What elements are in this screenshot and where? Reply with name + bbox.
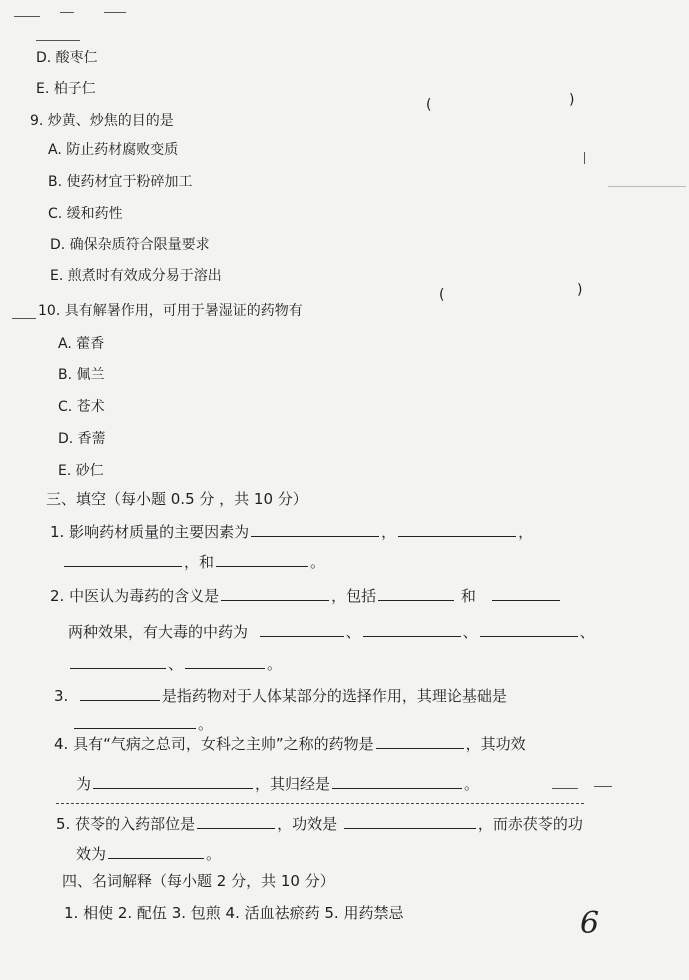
q10-option-e: E. 砂仁 (58, 463, 104, 479)
dun: 、 (168, 655, 184, 673)
comma: ， (518, 523, 534, 541)
fill-q2-line1 (50, 586, 562, 605)
scan-mark (60, 12, 74, 13)
q9-option-a: A. 防止药材腐败变质 (48, 142, 179, 158)
dun: 、 (579, 623, 595, 641)
answer-blank[interactable] (197, 814, 275, 829)
fill-q1-line2 (62, 552, 325, 571)
section3-title: 三、填空（每小题 0.5 分 ，共 10 分） (46, 490, 308, 508)
answer-blank[interactable] (108, 844, 204, 859)
period: 。 (267, 655, 283, 673)
answer-blank[interactable] (93, 774, 253, 789)
period: 。 (198, 715, 214, 733)
q10-option-d: D. 香薷 (58, 431, 106, 447)
q8-option-d: D. 酸枣仁 (36, 50, 98, 66)
fill-q2-line2 (68, 622, 595, 641)
fill-q4-meridian: ，其归经是 (255, 775, 331, 793)
q10-stem: 10. 具有解暑作用，可用于暑湿证的药物有 (38, 303, 303, 319)
fill-q3-line1 (54, 686, 507, 705)
answer-blank[interactable] (64, 552, 182, 567)
section4-title: 四、名词解释（每小题 2 分，共 10 分） (62, 872, 335, 890)
answer-blank[interactable] (344, 814, 476, 829)
scan-mark (608, 186, 686, 187)
fill-q5-line1 (56, 814, 583, 833)
answer-blank[interactable] (480, 622, 578, 637)
answer-blank[interactable] (363, 622, 461, 637)
q9-answer-paren-close: ) (569, 92, 575, 108)
scan-mark (584, 152, 585, 164)
and-text: ，和 (184, 553, 215, 571)
scan-mark (594, 786, 612, 787)
fill-q1-text: 1. 影响药材质量的主要因素为 (50, 523, 250, 541)
fill-q2-effects: 两种效果，有大毒的中药为 (68, 623, 249, 641)
fill-q3-text: 是指药物对于人体某部分的选择作用，其理论基础是 (161, 687, 507, 705)
q9-stem: 9. 炒黄、炒焦的目的是 (30, 113, 174, 129)
dun: 、 (345, 623, 361, 641)
period: 。 (310, 553, 326, 571)
page-number: 6 (580, 906, 600, 941)
fill-q5-effect-is: 效为 (76, 845, 107, 863)
comma: ， (381, 523, 397, 541)
fill-q5-efficacy: ，功效是 (277, 815, 338, 833)
q10-option-b: B. 佩兰 (58, 367, 105, 383)
q9-option-d: D. 确保杂质符合限量要求 (50, 237, 210, 253)
q9-option-c: C. 缓和药性 (48, 206, 123, 222)
fill-q5-line2 (76, 844, 221, 863)
fill-q2-line3 (68, 654, 282, 673)
q10-option-c: C. 苍术 (58, 399, 105, 415)
q8-option-e: E. 柏子仁 (36, 81, 96, 97)
scan-mark (56, 803, 584, 804)
scan-mark (104, 12, 126, 13)
fill-q5-text: 5. 茯苓的入药部位是 (56, 815, 196, 833)
q9-answer-paren-open: ( (426, 97, 432, 113)
fill-q4-line1 (54, 734, 526, 753)
answer-blank[interactable] (74, 714, 196, 729)
fill-q2-include: ，包括 (331, 587, 377, 605)
answer-blank[interactable] (398, 522, 516, 537)
fill-q4-efficacy: ，其功效 (465, 735, 526, 753)
q10-answer-paren-open: ( (439, 287, 445, 303)
fill-q2-text: 2. 中医认为毒药的含义是 (50, 587, 220, 605)
dun: 、 (462, 623, 478, 641)
answer-blank[interactable] (260, 622, 344, 637)
fill-q4-text: 4. 具有“气病之总司，女科之主帅”之称的药物是 (54, 735, 374, 753)
fill-q2-and: 和 (460, 587, 476, 605)
q9-option-b: B. 使药材宜于粉碎加工 (48, 174, 193, 190)
period: 。 (206, 845, 222, 863)
fill-q4-is: 为 (76, 775, 92, 793)
answer-blank[interactable] (70, 654, 166, 669)
scan-mark (36, 40, 80, 41)
answer-blank[interactable] (185, 654, 265, 669)
q9-option-e: E. 煎煮时有效成分易于溶出 (50, 268, 222, 284)
q10-answer-paren-close: ) (577, 282, 583, 298)
answer-blank[interactable] (80, 686, 160, 701)
fill-q4-line2 (76, 774, 479, 793)
answer-blank[interactable] (332, 774, 462, 789)
answer-blank[interactable] (376, 734, 464, 749)
q10-option-a: A. 藿香 (58, 336, 105, 352)
answer-blank[interactable] (492, 586, 560, 601)
fill-q3-line2 (72, 714, 213, 733)
answer-blank[interactable] (378, 586, 454, 601)
period: 。 (464, 775, 480, 793)
section4-terms: 1. 相使 2. 配伍 3. 包煎 4. 活血祛瘀药 5. 用药禁忌 (64, 904, 404, 922)
scan-mark (14, 16, 40, 17)
answer-blank[interactable] (251, 522, 379, 537)
fill-q5-chifuling: ，而赤茯苓的功 (477, 815, 583, 833)
answer-blank[interactable] (221, 586, 329, 601)
answer-blank[interactable] (216, 552, 308, 567)
scan-mark (552, 788, 578, 789)
scan-mark (12, 318, 36, 319)
fill-q3-number: 3. (54, 687, 69, 705)
fill-q1-line1 (50, 522, 533, 541)
